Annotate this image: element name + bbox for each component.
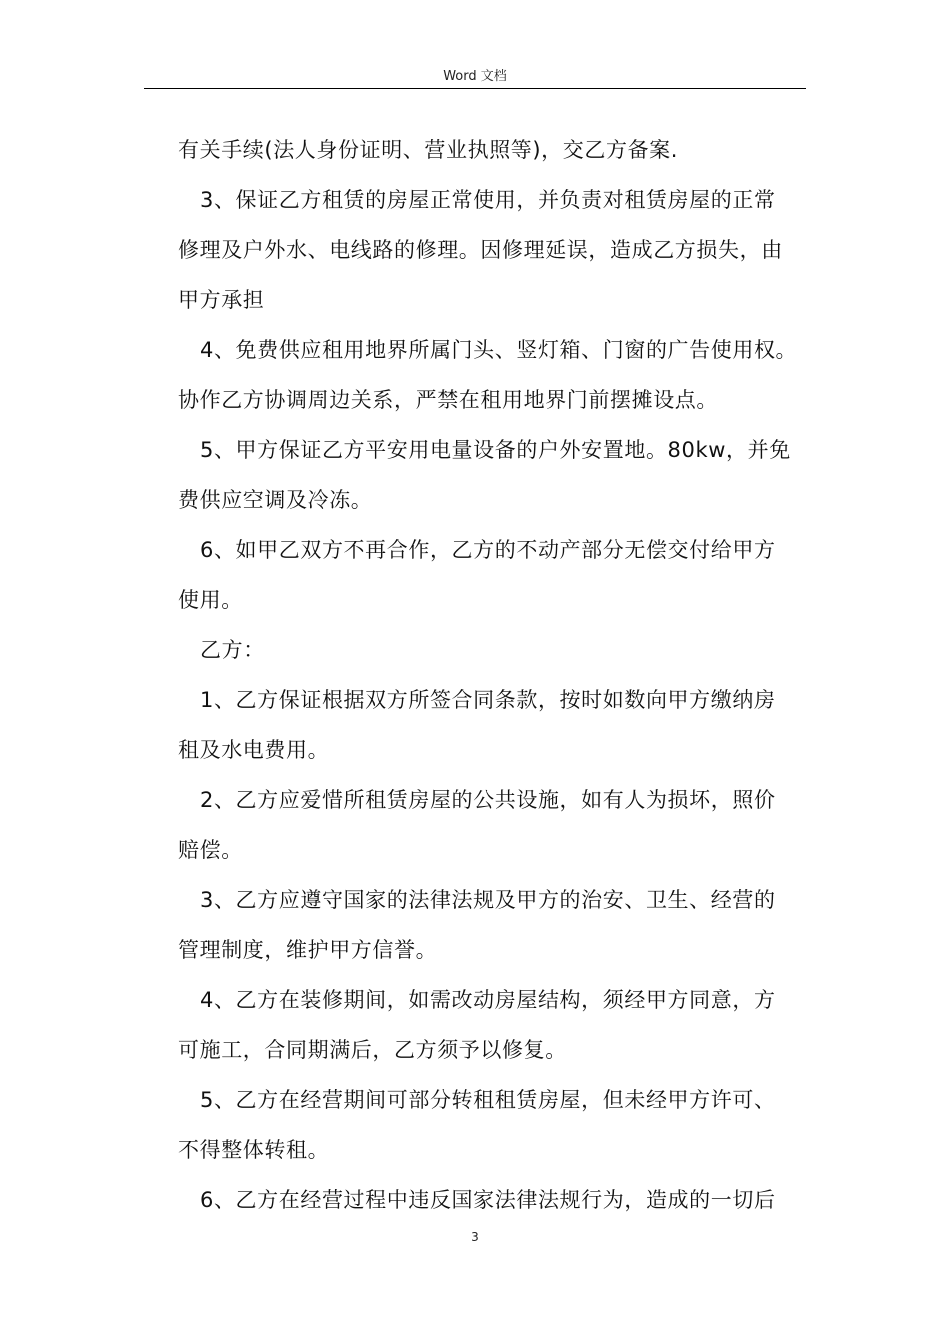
text-line: 协作乙方协调周边关系，严禁在租用地界门前摆摊设点。 xyxy=(178,388,718,412)
text-line: 赔偿。 xyxy=(178,838,243,862)
text-line: 不得整体转租。 xyxy=(178,1138,330,1162)
text-line: 5、甲方保证乙方平安用电量设备的户外安置地。80kw，并免 xyxy=(200,438,791,462)
text-line: 2、乙方应爱惜所租赁房屋的公共设施，如有人为损坏，照价 xyxy=(200,788,776,812)
text-line: 4、乙方在装修期间，如需改动房屋结构，须经甲方同意，方 xyxy=(200,988,776,1012)
text-line: 6、如甲乙双方不再合作，乙方的不动产部分无偿交付给甲方 xyxy=(200,538,776,562)
header-title: Word 文档 xyxy=(443,69,507,84)
text-line: 修理及户外水、电线路的修理。因修理延误，造成乙方损失，由 xyxy=(178,238,783,262)
page-number: 3 xyxy=(471,1230,479,1244)
text-line: 6、乙方在经营过程中违反国家法律法规行为，造成的一切后 xyxy=(200,1188,776,1212)
header-divider xyxy=(144,88,806,89)
text-line: 费供应空调及冷冻。 xyxy=(178,488,373,512)
document-body xyxy=(178,125,808,1225)
text-line: 管理制度，维护甲方信誉。 xyxy=(178,938,438,962)
text-line: 4、免费供应租用地界所属门头、竖灯箱、门窗的广告使用权。 xyxy=(200,338,798,362)
text-line: 3、乙方应遵守国家的法律法规及甲方的治安、卫生、经营的 xyxy=(200,888,776,912)
text-line: 可施工，合同期满后，乙方须予以修复。 xyxy=(178,1038,567,1062)
text-line: 5、乙方在经营期间可部分转租租赁房屋，但未经甲方许可、 xyxy=(200,1088,776,1112)
text-line: 使用。 xyxy=(178,588,243,612)
text-line: 1、乙方保证根据双方所签合同条款，按时如数向甲方缴纳房 xyxy=(200,688,776,712)
text-line: 有关手续(法人身份证明、营业执照等)，交乙方备案. xyxy=(178,138,679,162)
text-line: 3、保证乙方租赁的房屋正常使用，并负责对租赁房屋的正常 xyxy=(200,188,776,212)
text-line: 乙方： xyxy=(200,638,265,662)
text-line: 租及水电费用。 xyxy=(178,738,330,762)
text-line: 甲方承担 xyxy=(178,288,265,312)
